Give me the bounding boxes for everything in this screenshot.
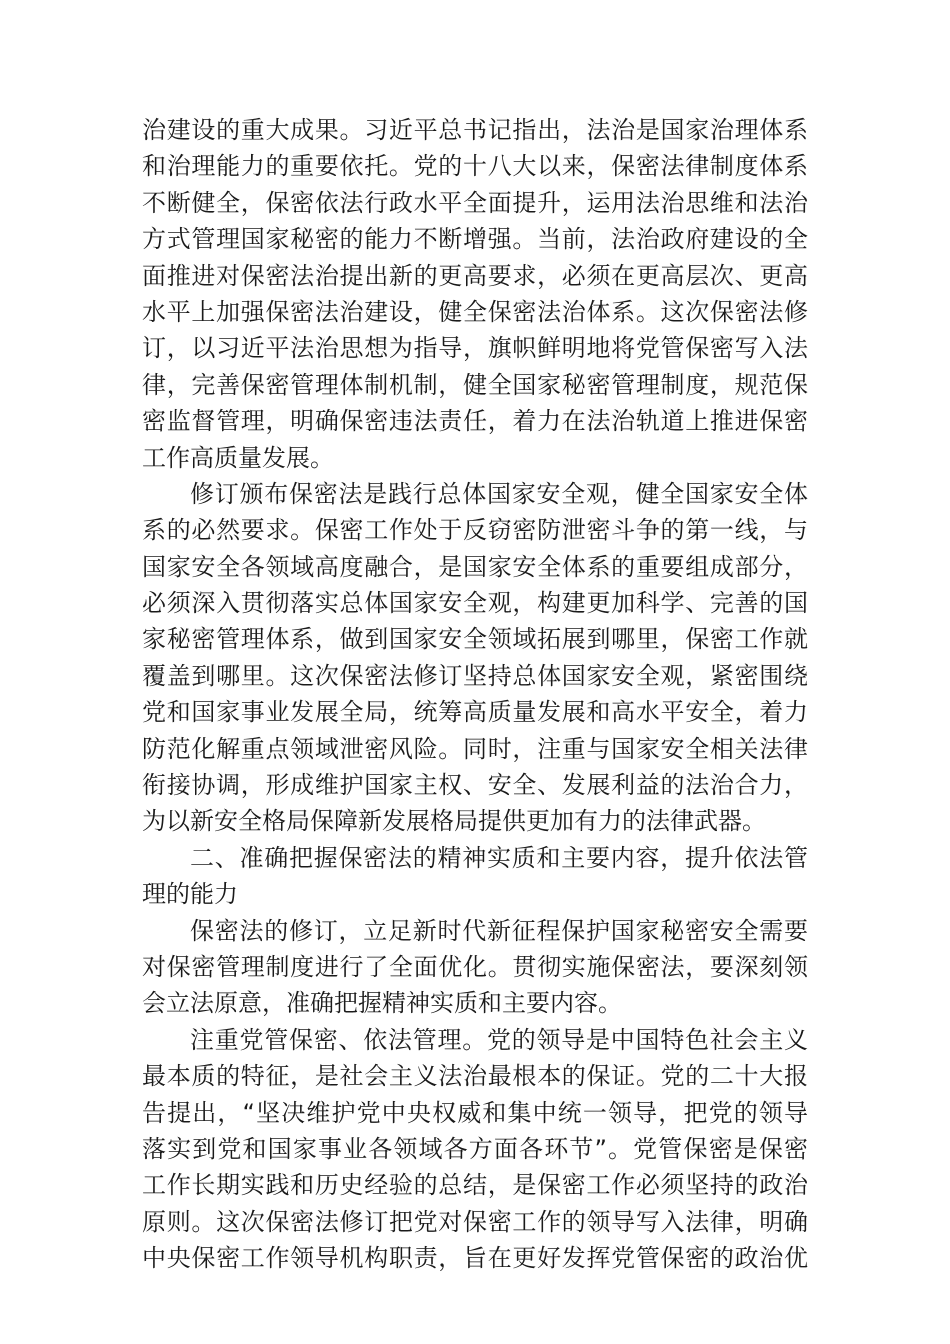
text-line: 面推进对保密法治提出新的更高要求，必须在更高层次、更高 <box>142 261 808 290</box>
text-line: 治建设的重大成果。习近平总书记指出，法治是国家治理体系 <box>142 116 808 144</box>
text-line: 工作高质量发展。 <box>142 443 334 472</box>
text-line: 国家安全各领域高度融合，是国家安全体系的重要组成部分， <box>142 552 808 581</box>
text-line: 理的能力 <box>142 880 238 909</box>
text-line: 对保密管理制度进行了全面优化。贯彻实施保密法，要深刻领 <box>142 952 808 981</box>
text-line: 告提出，“坚决维护党中央权威和集中统一领导，把党的领导 <box>142 1098 808 1127</box>
text-line: 落实到党和国家事业各领域各方面各环节”。党管保密是保密 <box>142 1134 808 1163</box>
text-line: 原则。这次保密法修订把党对保密工作的领导写入法律，明确 <box>142 1207 808 1236</box>
text-line: 最本质的特征，是社会主义法治最根本的保证。党的二十大报 <box>142 1062 808 1091</box>
text-line: 中央保密工作领导机构职责，旨在更好发挥党管保密的政治优 <box>142 1244 808 1273</box>
text-line: 工作长期实践和历史经验的总结，是保密工作必须坚持的政治 <box>142 1171 808 1200</box>
text-line: 水平上加强保密法治建设，健全保密法治体系。这次保密法修 <box>142 297 808 326</box>
text-line: 注重党管保密、依法管理。党的领导是中国特色社会主义 <box>190 1025 808 1054</box>
text-line: 防范化解重点领域泄密风险。同时，注重与国家安全相关法律 <box>142 734 808 763</box>
text-line: 衔接协调，形成维护国家主权、安全、发展利益的法治合力， <box>142 771 808 800</box>
text-line: 方式管理国家秘密的能力不断增强。当前，法治政府建设的全 <box>142 225 808 254</box>
text-line: 家秘密管理体系，做到国家安全领域拓展到哪里，保密工作就 <box>142 625 808 654</box>
text-line: 系的必然要求。保密工作处于反窃密防泄密斗争的第一线，与 <box>142 516 808 545</box>
text-line: 密监督管理，明确保密违法责任，着力在法治轨道上推进保密 <box>142 407 808 436</box>
text-line: 二、准确把握保密法的精神实质和主要内容，提升依法管 <box>190 843 808 872</box>
text-line: 和治理能力的重要依托。党的十八大以来，保密法律制度体系 <box>142 152 808 181</box>
text-line: 律，完善保密管理体制机制，健全国家秘密管理制度，规范保 <box>142 370 808 399</box>
text-line: 必须深入贯彻落实总体国家安全观，构建更加科学、完善的国 <box>142 589 808 618</box>
text-line: 不断健全，保密依法行政水平全面提升，运用法治思维和法治 <box>142 188 808 217</box>
text-line: 党和国家事业发展全局，统筹高质量发展和高水平安全，着力 <box>142 698 808 727</box>
text-line: 订，以习近平法治思想为指导，旗帜鲜明地将党管保密写入法 <box>142 334 808 363</box>
text-line: 会立法原意，准确把握精神实质和主要内容。 <box>142 989 622 1018</box>
text-line: 保密法的修订，立足新时代新征程保护国家秘密安全需要 <box>190 916 808 945</box>
text-line: 修订颁布保密法是践行总体国家安全观，健全国家安全体 <box>190 479 808 508</box>
document-body <box>142 112 808 1277</box>
text-line: 覆盖到哪里。这次保密法修订坚持总体国家安全观，紧密围绕 <box>142 661 808 690</box>
text-line: 为以新安全格局保障新发展格局提供更加有力的法律武器。 <box>142 807 766 836</box>
